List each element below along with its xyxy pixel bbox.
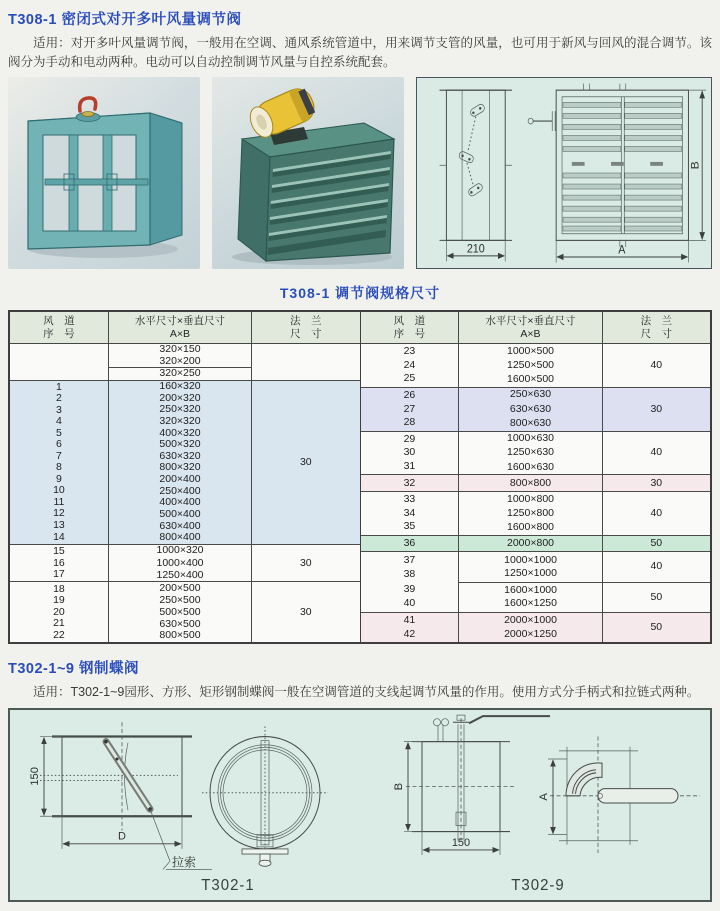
table-group-row — [10, 544, 360, 582]
size-cell — [108, 344, 251, 380]
cell-line-size: 1250×800 — [506, 506, 554, 519]
t308-dimension-drawing-panel — [416, 77, 712, 269]
red-handle — [80, 98, 96, 111]
table-header-row — [10, 312, 360, 344]
cell-line-size: 1600×800 — [506, 521, 554, 534]
cell-line-seq: 13 — [53, 519, 65, 531]
flange-cell — [602, 536, 710, 552]
cell-line-size: 1600×1250 — [504, 597, 557, 610]
table-group-row — [361, 344, 711, 387]
size-flange-wrap — [458, 552, 710, 611]
table-group-row — [10, 380, 360, 544]
cell-line-size: 630×500 — [159, 617, 201, 630]
size-subrow — [159, 582, 200, 642]
header-flange: 法 兰 尺 寸 — [602, 312, 710, 343]
cell-line-flange: 30 — [650, 402, 663, 415]
table-group-row — [361, 387, 711, 431]
cell-line-seq: 23 — [403, 345, 416, 358]
flange-cell — [251, 344, 359, 380]
cell-line-seq: 5 — [56, 426, 62, 439]
cell-line-size: 320×150 — [159, 343, 201, 356]
crank-shaft — [528, 111, 555, 131]
size-cell — [458, 492, 601, 535]
size-flange-subrow — [458, 582, 710, 612]
size-cell — [458, 536, 601, 552]
t302-9-caption: T302-9 — [511, 876, 565, 894]
cell-line-flange: 40 — [650, 560, 663, 573]
flange-cell — [602, 492, 710, 535]
cell-line-flange: 50 — [650, 620, 663, 633]
cell-line-seq: 18 — [53, 582, 65, 595]
cell-line-seq: 36 — [403, 537, 416, 550]
electric-damper-photo — [212, 77, 404, 269]
t302-9-handle-detail — [511, 737, 700, 894]
cell-line-seq: 6 — [56, 438, 62, 451]
side-view-drawing — [440, 90, 513, 261]
spec-table-right-half — [360, 312, 711, 642]
cell-line-size: 1000×800 — [506, 492, 554, 505]
dim-a-label: A — [618, 244, 626, 257]
seq-cell — [10, 582, 108, 642]
cell-line-size: 400×400 — [159, 496, 201, 509]
cell-line-size: 2000×1250 — [504, 628, 557, 641]
cell-line-seq: 12 — [53, 507, 65, 520]
t302-1-front-view — [202, 726, 328, 866]
cell-line-size: 1250×630 — [506, 446, 554, 459]
table-group-row — [361, 491, 711, 535]
size-subrow — [507, 344, 554, 387]
size-cell — [108, 545, 251, 582]
cell-line-size: 800×500 — [159, 629, 201, 642]
cell-line-size: 1600×500 — [506, 373, 554, 386]
cell-line-flange: 40 — [650, 506, 663, 519]
size-subrow — [507, 432, 554, 475]
cell-line-seq: 8 — [56, 461, 62, 474]
seq-cell — [361, 388, 459, 431]
cell-line-size: 800×630 — [509, 416, 552, 429]
header-duct-number: 风 道 序 号 — [393, 314, 426, 340]
size-cell — [458, 613, 601, 642]
cell-line-size: 1000×320 — [156, 544, 204, 557]
table-group-row — [361, 431, 711, 475]
flange-cell — [602, 583, 710, 612]
cell-line-size: 500×320 — [159, 438, 201, 451]
cell-line-size: 500×500 — [159, 605, 201, 618]
cell-line-seq: 37 — [403, 554, 416, 567]
seq-cell — [361, 613, 459, 642]
cell-line-size: 800×800 — [509, 476, 552, 489]
cell-line-size: 500×400 — [159, 508, 201, 521]
cell-line-size: 250×400 — [159, 484, 201, 497]
spec-table-left-half — [10, 312, 360, 642]
size-subrow — [504, 613, 557, 642]
flange-cell — [602, 613, 710, 642]
flange-cell — [602, 432, 710, 475]
size-subrow — [159, 381, 200, 544]
seq-cell — [10, 545, 108, 582]
cell-line-size: 250×630 — [509, 388, 552, 401]
seq-cell — [361, 536, 459, 552]
size-cell — [458, 475, 601, 491]
t302-1-caption: T302-1 — [201, 876, 255, 894]
table-group-row — [10, 344, 360, 380]
dim-b2-label: B — [393, 782, 405, 791]
dim-b-label: B — [689, 161, 702, 170]
size-cell — [108, 582, 251, 642]
cell-line-size: 1000×400 — [156, 556, 204, 569]
header-size: 水平尺寸×垂直尺寸 A×B — [108, 312, 251, 343]
seq-cell — [361, 475, 459, 491]
cell-line-flange: 30 — [299, 455, 312, 468]
cell-line-size: 400×320 — [159, 426, 201, 439]
manual-damper-photo — [8, 77, 200, 269]
dim-150b-label: 150 — [451, 836, 471, 849]
cell-line-seq: 9 — [56, 472, 62, 485]
cell-line-size: 2000×1000 — [504, 613, 557, 626]
cell-line-flange: 30 — [299, 556, 312, 569]
cell-line-flange: 40 — [650, 358, 663, 371]
cell-line-size: 1000×630 — [506, 432, 554, 445]
cell-line-size: 200×500 — [159, 581, 201, 594]
cell-line-seq: 19 — [53, 594, 65, 607]
flange-cell — [602, 475, 710, 491]
seq-cell — [10, 381, 108, 544]
cable-label: 拉索 — [172, 855, 196, 870]
cell-line-seq: 35 — [403, 520, 416, 533]
cell-line-flange: 50 — [650, 537, 663, 550]
cell-line-size: 320×200 — [159, 354, 201, 367]
section1-description: 适用：对开多叶风量调节阀，一般用在空调、通风系统管道中，用来调节支管的风量，也可用于新风与回风的混合调节。该阀分为手动和电动两种。电动可以自动控制调节风量与自控系统配套。 — [8, 36, 712, 69]
size-cell — [108, 381, 251, 544]
seq-cell — [361, 432, 459, 475]
size-cell — [458, 583, 601, 612]
cell-line-seq: 15 — [53, 545, 65, 558]
seq-cell — [361, 492, 459, 535]
cell-line-seq: 26 — [403, 389, 416, 402]
dim-210-label: 210 — [466, 243, 485, 256]
cell-line-size: 1600×630 — [506, 460, 554, 473]
t302-drawing-panel — [8, 708, 712, 902]
cell-line-seq: 27 — [403, 402, 416, 415]
size-cell — [458, 388, 601, 431]
section2-description: 适用：T302-1~9园形、方形、矩形钢制蝶阀一般在空调管道的支线起调节风量的作用。使用方式分手柄式和拉链式两种。 — [33, 685, 700, 699]
header-duct-number: 风 道 序 号 — [43, 314, 75, 340]
dim-150-label: 150 — [29, 767, 41, 786]
t308-dimension-drawing — [417, 78, 711, 268]
cell-line-flange: 30 — [650, 476, 663, 489]
section2-title: T302-1~9 钢制蝶阀 — [8, 661, 140, 677]
cell-line-seq: 25 — [403, 372, 416, 385]
spec-table-title: T308-1 调节阀规格尺寸 — [279, 285, 441, 301]
cell-line-seq: 34 — [403, 506, 416, 519]
cell-line-size: 800×320 — [159, 461, 201, 474]
cell-line-seq: 30 — [403, 446, 416, 459]
flange-cell — [251, 381, 359, 544]
dim-a2-label: A — [538, 793, 550, 801]
size-subrow — [507, 492, 554, 535]
cell-line-size: 1000×1000 — [504, 553, 557, 566]
cell-line-flange: 50 — [650, 590, 663, 603]
cell-line-seq: 10 — [53, 484, 65, 497]
cell-line-seq: 39 — [403, 582, 416, 595]
table-header-row — [361, 312, 711, 344]
cell-line-seq: 16 — [53, 556, 65, 569]
cell-line-seq: 14 — [53, 530, 65, 543]
cell-line-flange: 30 — [299, 605, 312, 618]
flange-cell — [602, 388, 710, 431]
t302-drawings — [10, 710, 710, 900]
cell-line-size: 630×630 — [509, 402, 552, 415]
flange-cell — [251, 582, 359, 642]
cell-line-seq: 11 — [53, 495, 65, 508]
cell-line-seq: 4 — [56, 415, 62, 428]
cell-line-size: 320×250 — [159, 367, 201, 380]
table-group-row — [10, 581, 360, 642]
cell-line-seq: 32 — [403, 476, 416, 489]
size-cell — [458, 344, 601, 387]
cell-line-size: 250×500 — [159, 593, 201, 606]
cell-line-size: 200×400 — [159, 473, 201, 486]
size-subrow — [156, 545, 203, 582]
size-flange-subrow — [458, 552, 710, 581]
front-view-drawing — [556, 84, 706, 263]
electric-damper-illustration — [212, 77, 404, 269]
cell-line-size: 1250×500 — [506, 358, 554, 371]
seq-cell — [10, 344, 108, 380]
cell-line-seq: 40 — [403, 597, 416, 610]
cell-line-size: 1000×500 — [506, 344, 554, 357]
size-cell — [458, 552, 601, 581]
cell-line-seq: 38 — [403, 568, 416, 581]
header-flange: 法 兰 尺 寸 — [251, 312, 359, 343]
cell-line-size: 320×320 — [159, 414, 201, 427]
cell-line-flange: 40 — [650, 446, 663, 459]
size-subrow — [159, 344, 200, 367]
cell-line-seq: 1 — [56, 380, 62, 393]
seq-cell — [361, 344, 459, 387]
t302-1-side-view — [29, 722, 255, 894]
cell-line-seq: 17 — [53, 568, 65, 581]
table-group-row — [361, 535, 711, 552]
size-subrow — [510, 388, 551, 431]
cell-line-size: 630×400 — [159, 519, 201, 532]
manual-damper-illustration — [8, 77, 200, 269]
cell-line-seq: 3 — [56, 403, 62, 416]
cell-line-seq: 7 — [56, 449, 62, 462]
cell-line-seq: 41 — [403, 614, 416, 627]
cell-line-size: 1600×1000 — [504, 583, 557, 596]
cell-line-size: 800×400 — [159, 531, 201, 544]
seq-cell — [361, 552, 459, 611]
table-group-row — [361, 612, 711, 642]
cell-line-seq: 21 — [53, 617, 65, 630]
cell-line-size: 250×320 — [159, 403, 201, 416]
product-media-row — [8, 77, 712, 269]
size-subrow — [109, 367, 251, 380]
cell-line-size: 2000×800 — [506, 537, 554, 550]
header-size: 水平尺寸×垂直尺寸 A×B — [458, 312, 601, 343]
size-subrow — [510, 475, 551, 491]
cell-line-seq: 22 — [53, 628, 65, 641]
cell-line-size: 630×320 — [159, 449, 201, 462]
cell-line-size: 200×320 — [159, 391, 201, 404]
cell-line-seq: 29 — [403, 432, 416, 445]
dim-d-label: D — [118, 830, 126, 843]
cell-line-size: 160×320 — [159, 379, 201, 392]
cell-line-size: 1250×400 — [156, 568, 204, 581]
size-cell — [458, 432, 601, 475]
flange-cell — [602, 344, 710, 387]
table-group-row — [361, 474, 711, 491]
cell-line-seq: 42 — [403, 627, 416, 640]
cell-line-seq: 20 — [53, 605, 65, 618]
cell-line-seq: 33 — [403, 493, 416, 506]
cell-line-size: 1250×1000 — [504, 567, 557, 580]
flange-cell — [251, 545, 359, 582]
spec-table — [8, 310, 712, 644]
cell-line-seq: 24 — [403, 358, 416, 371]
cell-line-seq: 28 — [403, 416, 416, 429]
size-subrow — [507, 536, 554, 552]
t302-9-side-view — [393, 715, 550, 855]
cell-line-seq: 31 — [403, 460, 416, 473]
flange-cell — [602, 552, 710, 581]
cell-line-seq: 2 — [56, 392, 62, 405]
table-group-row — [361, 551, 711, 611]
section1-title: T308-1 密闭式对开多叶风量调节阀 — [8, 12, 242, 28]
